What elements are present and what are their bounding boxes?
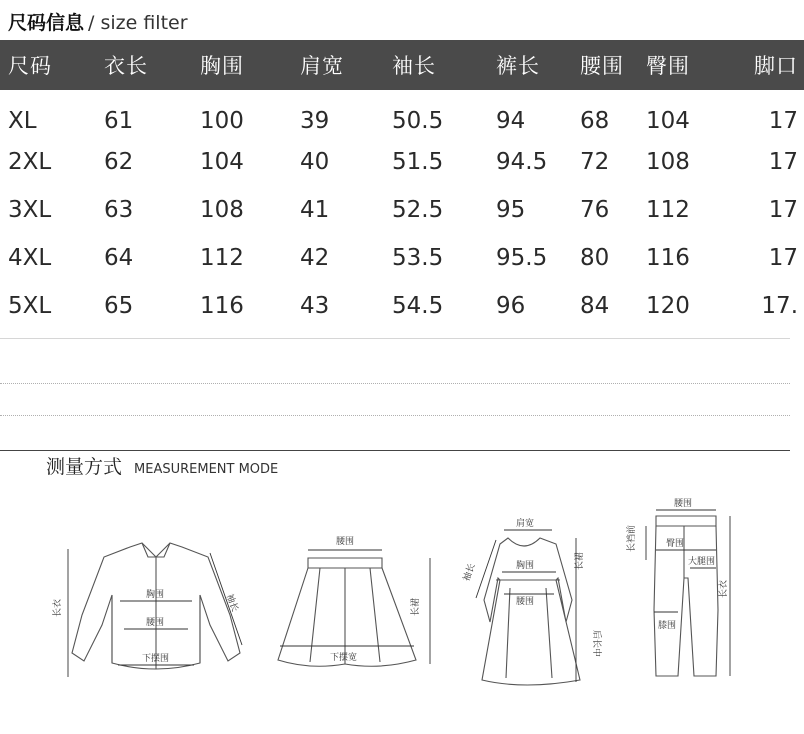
column-header: 胸围 (200, 54, 244, 78)
column-header: 袖长 (392, 54, 436, 78)
table-cell: 80 (580, 245, 610, 271)
table-header-row (0, 40, 804, 90)
table-cell: 3XL (8, 197, 52, 223)
table-cell: 42 (300, 245, 330, 271)
table-row (0, 186, 804, 234)
table-cell: 100 (200, 108, 244, 134)
table-cell: 68 (580, 108, 610, 134)
table-row (0, 234, 804, 282)
measurement-title-en: MEASUREMENT MODE (134, 462, 279, 477)
skirt-diagram (270, 522, 440, 677)
table-cell: 112 (646, 197, 690, 223)
size-table (0, 40, 798, 330)
table-cell: 52.5 (392, 197, 444, 223)
measurement-title (46, 452, 278, 479)
dress-waist-label: 腰围 (516, 597, 535, 607)
table-cell: 108 (200, 197, 244, 223)
shirt-hem-label: 下摆围 (142, 654, 170, 664)
table-cell: 40 (300, 149, 330, 175)
table-cell: 94 (496, 108, 526, 134)
table-cell: 116 (646, 245, 690, 271)
table-cell: 54.5 (392, 293, 444, 319)
table-cell: 94.5 (496, 149, 548, 175)
measurement-title-zh: 测量方式 (46, 456, 123, 478)
table-cell: 17 (768, 149, 798, 175)
column-header: 臀围 (646, 54, 690, 78)
divider (0, 383, 790, 384)
table-cell: 120 (646, 293, 690, 319)
pants-diagram (626, 500, 746, 685)
pants-thigh-label: 大腿围 (688, 557, 716, 567)
pants-hip-label: 臀围 (666, 539, 685, 549)
skirt-waist-label: 腰围 (336, 537, 355, 547)
pants-waist-label: 腰围 (674, 499, 693, 509)
column-header: 裤长 (496, 54, 540, 78)
table-cell: 5XL (8, 293, 52, 319)
shirt-waist-label: 腰围 (146, 618, 165, 628)
table-row (0, 90, 804, 138)
table-row (0, 282, 804, 330)
table-cell: 39 (300, 108, 330, 134)
table-cell: 64 (104, 245, 134, 271)
pants-outline (654, 516, 718, 676)
table-cell: 96 (496, 293, 526, 319)
skirt-outline (278, 558, 416, 666)
table-cell: 104 (200, 149, 244, 175)
column-header: 脚口 (754, 54, 798, 78)
column-header: 肩宽 (300, 54, 344, 78)
table-cell: 72 (580, 149, 610, 175)
table-cell: 65 (104, 293, 134, 319)
table-cell: 51.5 (392, 149, 444, 175)
divider (0, 415, 790, 416)
table-cell: 104 (646, 108, 690, 134)
column-header: 腰围 (580, 54, 624, 78)
size-info-title (8, 8, 188, 38)
table-cell: 61 (104, 108, 134, 134)
dress-length-back-label: 后长中 (591, 630, 601, 658)
table-cell: 17 (768, 197, 798, 223)
table-cell: 62 (104, 149, 134, 175)
pants-length-label: 长衣 (719, 579, 729, 598)
table-cell: 108 (646, 149, 690, 175)
skirt-measure-lines (280, 550, 430, 664)
pants-knee-label: 膝围 (658, 621, 677, 631)
shirt-length-label: 长衣 (53, 598, 63, 617)
table-cell: 95.5 (496, 245, 548, 271)
table-cell: 17. (761, 293, 798, 319)
table-cell: XL (8, 108, 37, 134)
shirt-sleeve-label: 袖长 (223, 592, 240, 614)
table-cell: 41 (300, 197, 330, 223)
table-cell: 116 (200, 293, 244, 319)
table-cell: 112 (200, 245, 244, 271)
shirt-diagram (53, 535, 250, 690)
section-divider (0, 450, 790, 451)
table-cell: 43 (300, 293, 330, 319)
skirt-hem-label: 下摆宽 (330, 653, 358, 663)
table-cell: 17 (768, 108, 798, 134)
size-info-title-zh: 尺码信息 (8, 12, 85, 34)
table-cell: 63 (104, 197, 134, 223)
table-cell: 17 (768, 245, 798, 271)
skirt-length-label: 长裙 (411, 597, 421, 616)
size-info-title-en: / size filter (88, 12, 188, 34)
pants-rise-label: 长裆前 (627, 524, 637, 552)
table-cell: 50.5 (392, 108, 444, 134)
column-header: 衣长 (104, 54, 148, 78)
dress-shoulder-label: 肩宽 (516, 519, 535, 529)
table-cell: 4XL (8, 245, 52, 271)
dress-sleeve-label: 袖长 (462, 562, 478, 583)
divider (0, 338, 790, 339)
table-cell: 84 (580, 293, 610, 319)
dress-chest-label: 胸围 (516, 561, 535, 571)
dress-length-front-label: 长裙 (575, 551, 585, 570)
table-cell: 53.5 (392, 245, 444, 271)
dress-diagram (460, 518, 608, 688)
table-cell: 76 (580, 197, 610, 223)
shirt-outline (72, 543, 240, 669)
table-row (0, 138, 804, 186)
table-cell: 2XL (8, 149, 52, 175)
shirt-chest-label: 胸围 (146, 590, 165, 600)
column-header: 尺码 (8, 54, 52, 78)
table-cell: 95 (496, 197, 526, 223)
